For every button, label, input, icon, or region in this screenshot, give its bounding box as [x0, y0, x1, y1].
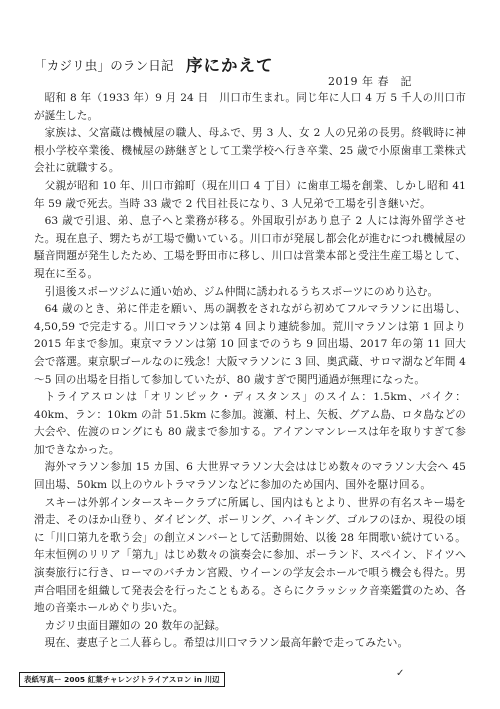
paragraph: 昭和 8 年（1933 年）9 月 24 日 川口市生まれ。同じ年に人口 4 万 5 千人の川口市が誕生した。	[34, 92, 466, 122]
date-line: 2019 年 春 記	[328, 75, 412, 88]
paragraph: 63 歳で引退、弟、息子へと業務が移る。外国取引があり息子 2 人には海外留学させた。現在息子、甥たちが工場で働いている。川口市が発展し都会化が進むにつれ機械屋の騒音問題が発生したため、工場を野田市に移し、川口は営業本部と受注生産工場として、現在に至る。	[34, 215, 466, 280]
paragraph: 家族は、父富蔵は機械屋の職人、母ふで、男 3 人、女 2 人の兄弟の長男。終戦時に神根小学校卒業後、機械屋の跡継ぎとして工業学校へ行き卒業、25 歳で小原歯車工業株式会社に就職する。	[34, 127, 466, 175]
paragraph: 引退後スポーツジムに通い始め、ジム仲間に誘われるうちスポーツにのめり込む。	[44, 285, 439, 298]
paragraph: 64 歳のとき、弟に伴走を願い、馬の調教をされながら初めてフルマラソンに出場し、4,50,59 で完走する。川口マラソンは第 4 回より連続参加。荒川マラソンは第 1 回より 2015 年まで参加。東京マラソンは第 10 回までのうち 9 回出場、2017 年の第 11 回大会で落選。東京駅ゴールなのに残念！大阪マラソンに 3 回、奥武蔵、サロマ湖など年間 4～5 回の出場を目指して参加していたが、80 歳すぎで関門通過が無理になった。	[34, 303, 466, 386]
paragraph: スキーは外郭インタースキークラブに所属し、国内はもとより、世界の有名スキー場を滑走、そのほか山登り、ダイビング、ボーリング、ハイキング、ゴルフのほか、現役の頃に「川口第九を歌う会」の創立メンバーとして活動開始、以後 28 年間歌い続けている。年末恒例のリリア「第九」はじめ数々の演奏会に参加、ポーランド、スペイン、ドイツへ演奏旅行に行き、ローマのバチカン宮殿、ウイーンの学友会ホールで唄う機会も得た。男声合唱団を組織して発表会を行ったこともある。さらにクラッシック音楽鑑賞のため、各地の音楽ホールめぐり歩いた。	[34, 496, 466, 615]
body-text	[34, 90, 466, 653]
paragraph: 父親が昭和 10 年、川口市錦町（現在川口 4 丁目）に歯車工場を創業、しかし昭和 41 年 59 歳で死去。当時 33 歳で 2 代目社長になり、3 人兄弟で工場を引き継いだ。	[34, 179, 466, 210]
paragraph: 海外マラソン参加 15 カ国、6 大世界マラソン大会ははじめ数々のマラソン大会へ 45 回出場、50km 以上のウルトラマラソンなどに参加のため国内、国外を駆け回る。	[34, 461, 466, 492]
paragraph: カジリ虫面目躍如の 20 数年の記録。	[44, 619, 226, 632]
page-title: 序にかえて	[186, 56, 274, 75]
series-title: 「カジリ虫」のラン日記	[34, 58, 174, 73]
handwritten-check-mark: ✓	[396, 668, 405, 679]
paragraph: トライアスロンは「オリンピック・ディスタンス」のスイム：1.5km、バイク：40km、ラン：10km の計 51.5km に参加。渡瀬、村上、矢板、グアム島、ロタ島などの大会や、佐渡のロングにも 80 歳まで参加する。アイアンマンレースは年を取りすぎて参加できなかった。	[34, 391, 466, 456]
paragraph: 現在、妻恵子と二人暮らし。希望は川口マラソン最高年齢で走ってみたい。	[44, 637, 409, 650]
cover-photo-caption: 表紙写真ー 2005 紅葉チャレンジトライアスロン in 川辺	[19, 672, 225, 687]
